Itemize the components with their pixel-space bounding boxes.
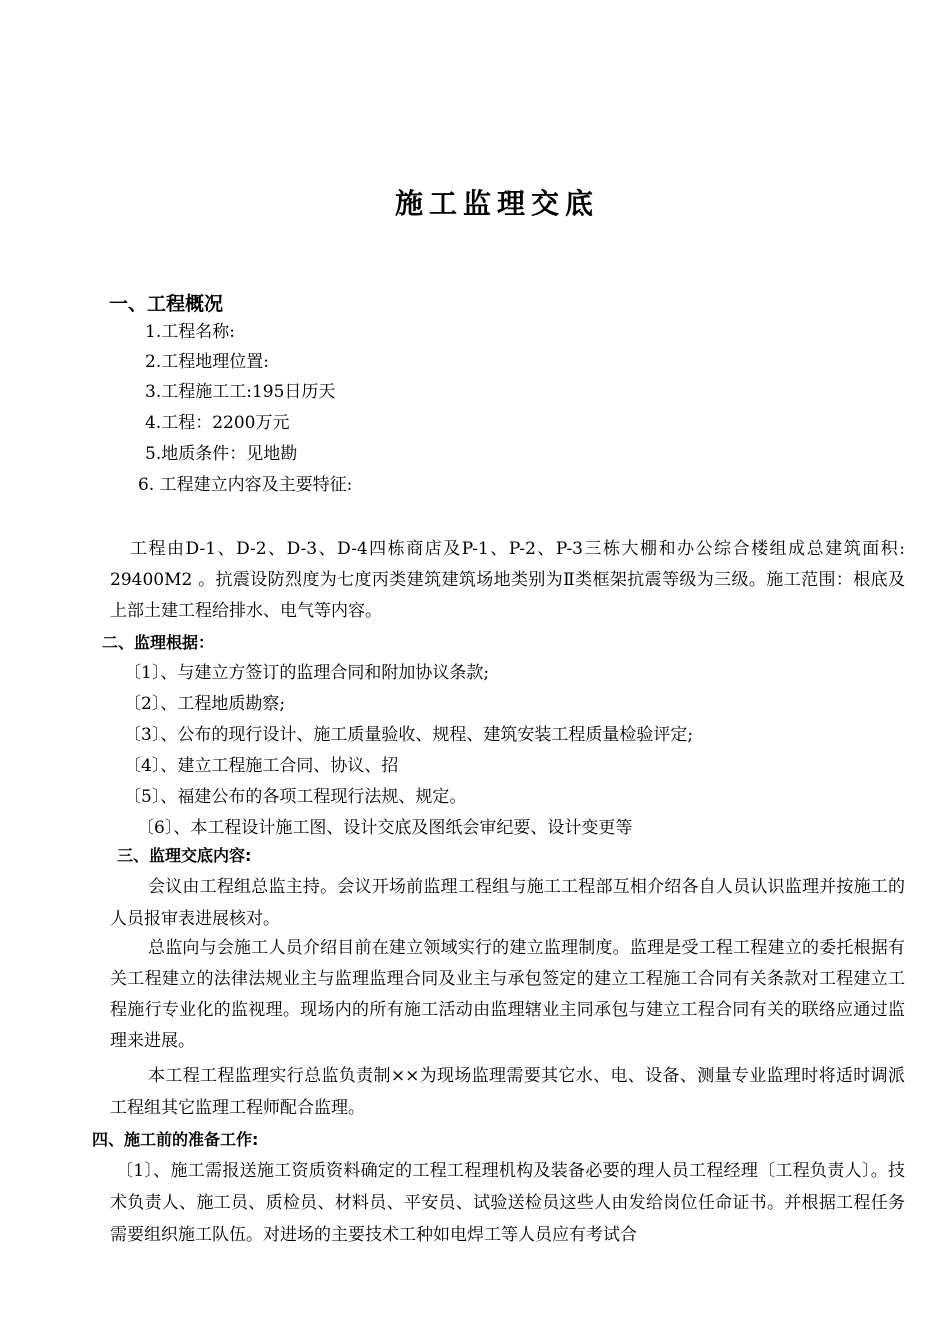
basis-item: 〔1〕、与建立方签订的监理合同和附加协议条款;	[124, 663, 490, 683]
basis-item: 〔4〕、建立工程施工合同、协议、招	[124, 756, 399, 776]
section-3-heading: 三、监理交底内容:	[117, 846, 252, 865]
basis-item: 〔2〕、工程地质勘察;	[124, 694, 286, 714]
section-1-item: 5.地质条件：见地勘	[145, 444, 298, 464]
section-2-heading: 二、监理根据：	[102, 633, 215, 652]
section-1-item: 3.工程施工工:195日历天	[145, 382, 336, 402]
section-1-item: 2.工程地理位置:	[145, 352, 269, 372]
project-description: 工程由D-1、D-2、D-3、D-4四栋商店及P-1、P-2、P-3三栋大棚和办公综合楼组成总建筑面积: 29400M2 。抗震设防烈度为七度丙类建筑建筑场地类别为Ⅱ类框架抗震等级为三级。施工范围：根底及上部土建工程给排水、电气等内容。	[110, 539, 905, 621]
paragraph: 本工程工程监理实行总监负责制××为现场监理需要其它水、电、设备、测量专业监理时将适时调派工程组其它监理工程师配合监理。	[110, 1066, 905, 1118]
section-1-item: 4.工程：2200万元	[145, 413, 290, 433]
section-1-item: 6. 工程建立内容及主要特征:	[138, 475, 353, 495]
paragraph: 总监向与会施工人员介绍目前在建立领域实行的建立监理制度。监理是受工程工程建立的委托根据有关工程建立的法律法规业主与监理监理合同及业主与承包签定的建立工程施工合同有关条款对工程建立工程施行专业化的监视理。现场内的所有施工活动由监理辖业主同承包与建立工程合同有关的联络应通过监理来进展。	[110, 938, 905, 1051]
basis-item: 〔3〕、公布的现行设计、施工质量验收、规程、建筑安装工程质量检验评定;	[124, 725, 694, 745]
section-4-heading: 四、施工前的准备工作:	[92, 1130, 259, 1149]
paragraph: 〔1〕、施工需报送施工资质资料确定的工程工程理机构及装备必要的理人员工程经理〔工程负责人〕。技术负责人、施工员、质检员、材料员、平安员、试验送检员这些人由发给岗位任命证书。并根据工程任务需要组织施工队伍。对进场的主要技术工种如电焊工等人员应有考试合	[110, 1161, 905, 1245]
basis-item: 〔6〕、本工程设计施工图、设计交底及图纸会审纪要、设计变更等	[137, 818, 633, 838]
paragraph: 会议由工程组总监主持。会议开场前监理工程组与施工工程部互相介绍各自人员认识监理并按施工的人员报审表进展核对。	[110, 877, 905, 929]
document-title: 施工监理交底	[394, 187, 599, 220]
basis-item: 〔5〕、福建公布的各项工程现行法规、规定。	[124, 787, 467, 807]
section-1-heading: 一、工程概况	[109, 293, 224, 315]
section-1-item: 1.工程名称:	[145, 322, 235, 342]
